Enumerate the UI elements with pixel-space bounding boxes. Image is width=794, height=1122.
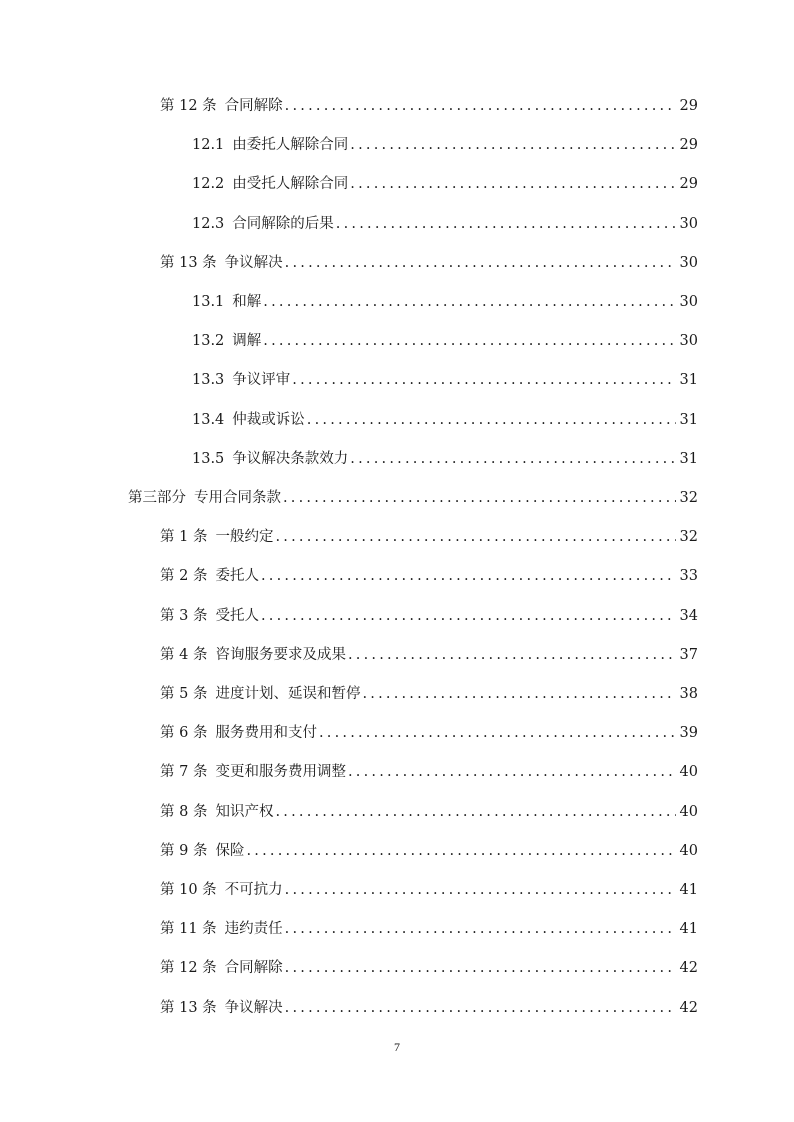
toc-dot-leader (362, 682, 675, 706)
toc-entry-number: 第 13 条 (160, 255, 217, 271)
toc-dot-leader (285, 956, 676, 980)
toc-dot-leader (350, 447, 675, 471)
toc-entry-number: 13.1 (192, 294, 225, 310)
toc-entry[interactable] (160, 956, 698, 980)
page-number: 7 (394, 1040, 400, 1054)
toc-entry[interactable] (160, 839, 698, 863)
toc-entry-title: 受托人 (215, 608, 259, 624)
toc-entry-page: 41 (679, 921, 698, 937)
toc-dot-leader (285, 878, 676, 902)
toc-entry-title: 进度计划、延误和暂停 (215, 686, 361, 702)
toc-entry[interactable] (160, 564, 698, 588)
toc-entry-page: 29 (679, 137, 698, 153)
toc-entry-page: 32 (679, 529, 698, 545)
toc-entry-title: 仲裁或诉讼 (232, 412, 305, 428)
toc-entry-number: 第 8 条 (160, 804, 208, 820)
toc-entry[interactable] (160, 800, 698, 824)
toc-entry-number: 第 10 条 (160, 882, 217, 898)
toc-entry-page: 31 (679, 372, 698, 388)
toc-entry-page: 31 (679, 451, 698, 467)
toc-entry-number: 第 2 条 (160, 568, 208, 584)
toc-entry-page: 29 (679, 176, 698, 192)
toc-entry[interactable] (192, 212, 698, 236)
toc-dot-leader (261, 604, 676, 628)
toc-entry-number: 12.3 (192, 216, 225, 232)
toc-dot-leader (285, 251, 676, 275)
toc-entry[interactable] (160, 878, 698, 902)
toc-entry[interactable] (160, 760, 698, 784)
toc-entry-title: 由委托人解除合同 (232, 137, 349, 153)
toc-dot-leader (336, 212, 676, 236)
toc-entry-number: 第 1 条 (160, 529, 208, 545)
toc-entry[interactable] (160, 917, 698, 941)
toc-entry[interactable] (160, 251, 698, 275)
toc-entry-page: 39 (679, 725, 698, 741)
toc-dot-leader (275, 525, 675, 549)
toc-dot-leader (246, 839, 675, 863)
toc-entry-number: 第 12 条 (160, 98, 217, 114)
toc-dot-leader (307, 408, 676, 432)
toc-entry[interactable] (160, 525, 698, 549)
toc-entry[interactable] (192, 133, 698, 157)
toc-dot-leader (263, 290, 675, 314)
toc-entry[interactable] (160, 604, 698, 628)
toc-entry-title: 由受托人解除合同 (232, 176, 349, 192)
toc-entry-title: 合同解除 (224, 98, 283, 114)
toc-entry-title: 服务费用和支付 (215, 725, 317, 741)
toc-entry-page: 40 (679, 843, 698, 859)
toc-dot-leader (348, 643, 676, 667)
toc-entry-number: 12.1 (192, 137, 225, 153)
toc-entry[interactable] (192, 447, 698, 471)
toc-entry[interactable] (160, 94, 698, 118)
toc-entry[interactable] (160, 643, 698, 667)
toc-entry-page: 30 (679, 294, 698, 310)
toc-dot-leader (285, 94, 676, 118)
toc-entry-title: 和解 (232, 294, 262, 310)
toc-entry-number: 第三部分 (128, 490, 186, 506)
toc-dot-leader (285, 917, 676, 941)
toc-entry-page: 34 (679, 608, 698, 624)
toc-entry-page: 42 (679, 1000, 698, 1016)
toc-entry[interactable] (192, 408, 698, 432)
toc-entry-title: 调解 (232, 333, 262, 349)
toc-entry-page: 42 (679, 960, 698, 976)
toc-entry-page: 41 (679, 882, 698, 898)
toc-entry-title: 变更和服务费用调整 (215, 764, 346, 780)
toc-entry-number: 13.3 (192, 372, 225, 388)
toc-dot-leader (319, 721, 676, 745)
toc-entry-page: 30 (679, 333, 698, 349)
toc-dot-leader (261, 564, 676, 588)
toc-entry-title: 争议评审 (232, 372, 291, 388)
toc-entry[interactable] (160, 996, 698, 1020)
toc-entry-page: 37 (679, 647, 698, 663)
toc-entry[interactable] (192, 368, 698, 392)
toc-entry-page: 31 (679, 412, 698, 428)
toc-entry-page: 40 (679, 804, 698, 820)
toc-entry-number: 第 11 条 (160, 921, 217, 937)
toc-entry-number: 第 4 条 (160, 647, 208, 663)
toc-entry-number: 第 9 条 (160, 843, 208, 859)
toc-entry-page: 32 (679, 490, 698, 506)
toc-entry-number: 12.2 (192, 176, 225, 192)
toc-entry-page: 30 (679, 216, 698, 232)
toc-entry-title: 合同解除的后果 (232, 216, 334, 232)
toc-entry-title: 专用合同条款 (194, 490, 281, 506)
toc-entry-page: 40 (679, 764, 698, 780)
toc-entry-number: 13.5 (192, 451, 225, 467)
toc-entry-page: 33 (679, 568, 698, 584)
toc-entry-title: 争议解决 (224, 255, 283, 271)
toc-entry-number: 13.2 (192, 333, 225, 349)
toc-entry-number: 第 12 条 (160, 960, 217, 976)
toc-dot-leader (350, 172, 675, 196)
toc-entry[interactable] (192, 290, 698, 314)
toc-entry-number: 第 7 条 (160, 764, 208, 780)
toc-dot-leader (285, 996, 676, 1020)
toc-entry-title: 一般约定 (215, 529, 274, 545)
toc-entry-page: 29 (679, 98, 698, 114)
toc-entry-title: 争议解决 (224, 1000, 283, 1016)
toc-entry-title: 违约责任 (224, 921, 283, 937)
toc-entry-page: 30 (679, 255, 698, 271)
toc-entry-title: 委托人 (215, 568, 259, 584)
toc-entry-title: 咨询服务要求及成果 (215, 647, 346, 663)
toc-entry-number: 第 5 条 (160, 686, 208, 702)
toc-entry[interactable] (192, 329, 698, 353)
toc-entry-number: 第 6 条 (160, 725, 208, 741)
toc-entry-title: 不可抗力 (224, 882, 283, 898)
toc-entry-page: 38 (679, 686, 698, 702)
toc-entry-title: 保险 (215, 843, 245, 859)
toc-dot-leader (348, 760, 676, 784)
toc-dot-leader (283, 486, 676, 510)
toc-dot-leader (263, 329, 675, 353)
toc-dot-leader (350, 133, 675, 157)
toc-dot-leader (275, 800, 675, 824)
toc-entry-number: 第 13 条 (160, 1000, 217, 1016)
toc-entry[interactable] (160, 721, 698, 745)
toc-entry-number: 第 3 条 (160, 608, 208, 624)
toc-entry[interactable] (160, 682, 698, 706)
toc-entry-title: 知识产权 (215, 804, 274, 820)
toc-entry-title: 争议解决条款效力 (232, 451, 349, 467)
toc-entry[interactable] (192, 172, 698, 196)
toc-entry-number: 13.4 (192, 412, 225, 428)
toc-entry[interactable] (128, 486, 698, 510)
toc-dot-leader (292, 368, 675, 392)
toc-entry-title: 合同解除 (224, 960, 283, 976)
